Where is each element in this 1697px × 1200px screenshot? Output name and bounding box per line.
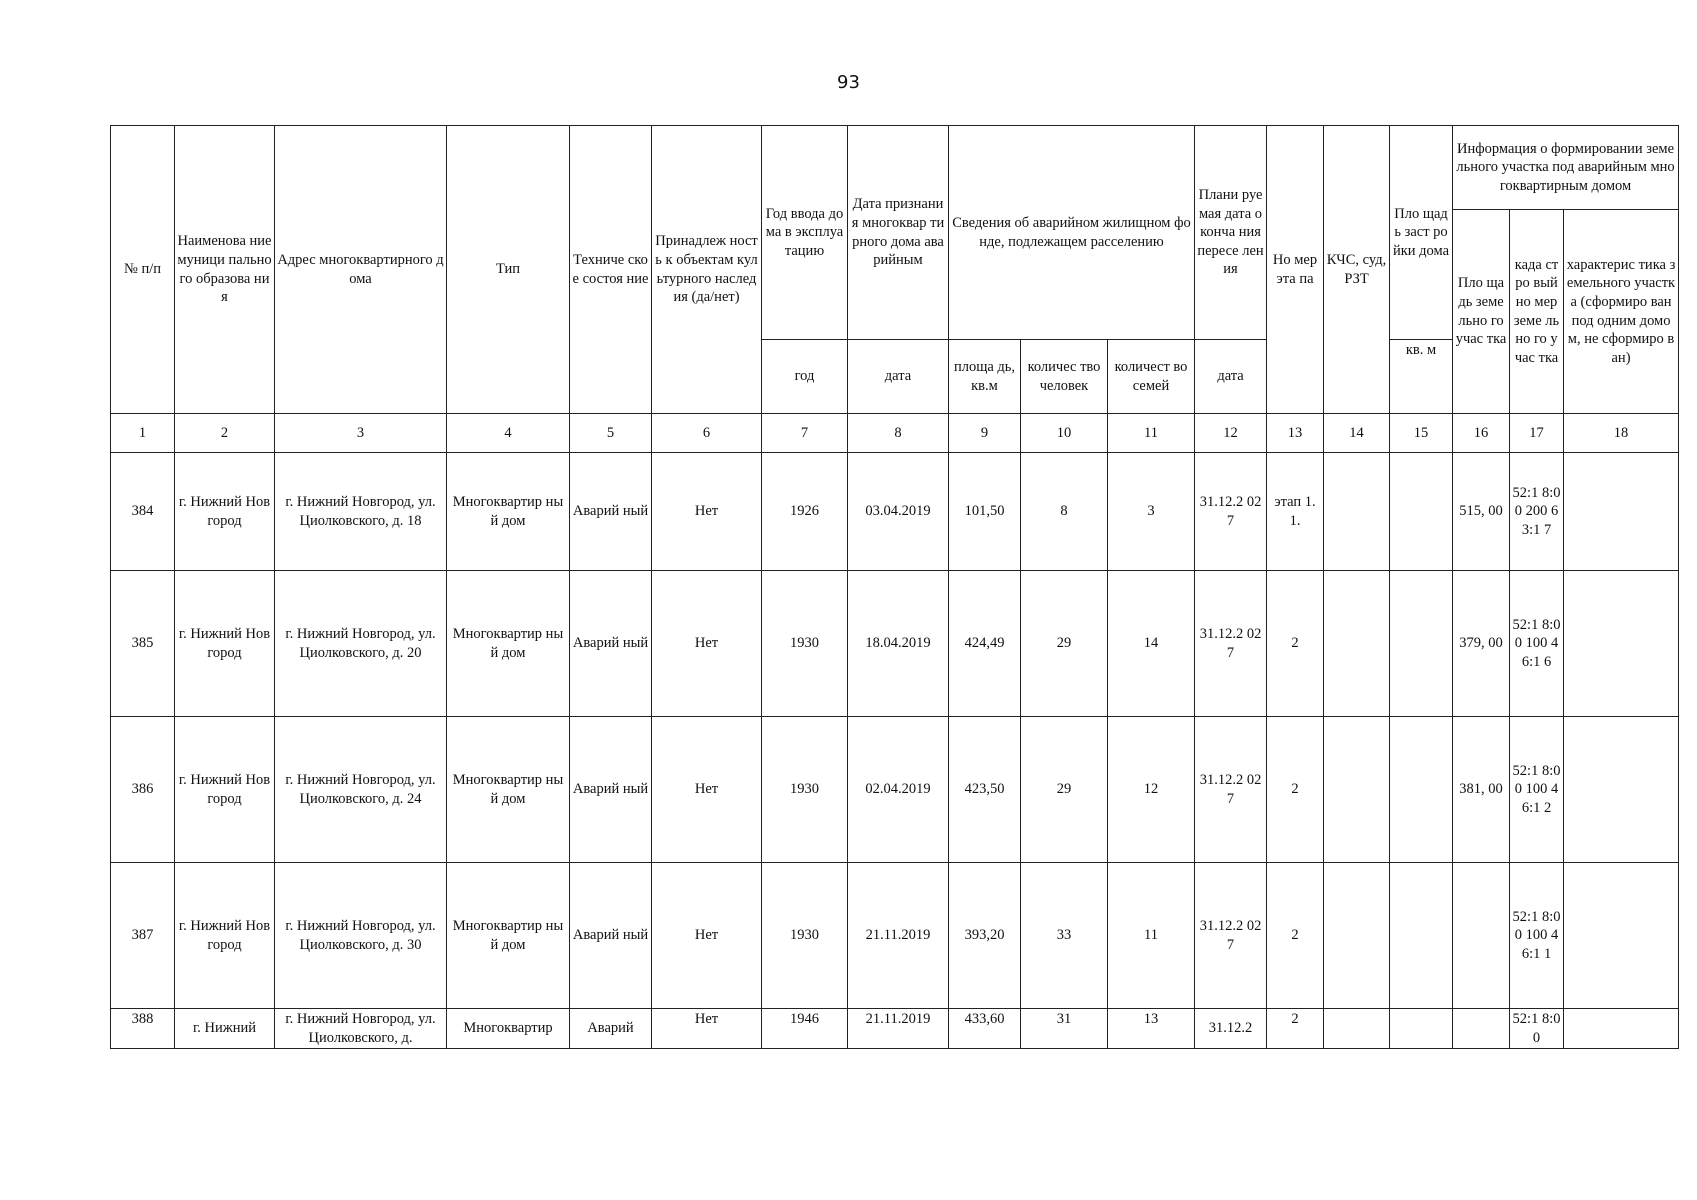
cell-year: 1926 [762,453,848,571]
cell-tech-state: Аварий [570,1009,652,1049]
table-row [111,571,1679,717]
cell-kchs [1324,863,1390,1009]
cell-date: 18.04.2019 [848,571,949,717]
column-number: 3 [275,414,447,453]
column-number: 11 [1108,414,1195,453]
header-land-plot-info: Информация о формировании земельного участка под аварийным многоквартирным домом [1453,126,1679,210]
header-resettlement-end: Плани руемая дата оконча ния пересе ления [1195,126,1267,340]
cell-area: 423,50 [949,717,1021,863]
cell-tech-state: Аварий ный [570,453,652,571]
cell-address: г. Нижний Новгород, ул. Циолковского, д. 30 [275,863,447,1009]
cell-people: 8 [1021,453,1108,571]
cell-people: 33 [1021,863,1108,1009]
cell-year: 1930 [762,863,848,1009]
header-type: Тип [447,126,570,414]
cell-build-area [1390,453,1453,571]
cell-land-area [1453,863,1510,1009]
table-header [111,126,1679,453]
column-number: 9 [949,414,1021,453]
cell-stage: 2 [1267,571,1324,717]
cell-land-char [1564,1009,1679,1049]
column-number: 8 [848,414,949,453]
cell-address: г. Нижний Новгород, ул. Циолковского, д. [275,1009,447,1049]
cell-land-char [1564,863,1679,1009]
cell-type: Многоквартир ный дом [447,571,570,717]
cell-end-date: 31.12.2 027 [1195,717,1267,863]
cell-cadastral: 52:1 8:00 100 46:1 1 [1510,863,1564,1009]
cell-kchs [1324,453,1390,571]
cell-build-area [1390,863,1453,1009]
cell-municipality: г. Нижний [175,1009,275,1049]
cell-number: 388 [111,1009,175,1049]
cell-stage: 2 [1267,863,1324,1009]
header-kchs: КЧС, суд, РЗТ [1324,126,1390,414]
column-number: 6 [652,414,762,453]
cell-municipality: г. Нижний Новгород [175,453,275,571]
cell-land-area: 381, 00 [1453,717,1510,863]
column-number: 12 [1195,414,1267,453]
cell-cadastral: 52:1 8:00 100 46:1 6 [1510,571,1564,717]
cell-address: г. Нижний Новгород, ул. Циолковского, д. 20 [275,571,447,717]
cell-people: 31 [1021,1009,1108,1049]
cell-year: 1930 [762,571,848,717]
column-number: 5 [570,414,652,453]
cell-number: 384 [111,453,175,571]
cell-cadastral: 52:1 8:00 200 63:1 7 [1510,453,1564,571]
header-cadastral-number: када стро вый но мер земе льно го учас тка [1510,210,1564,414]
cell-cadastral: 52:1 8:00 [1510,1009,1564,1049]
cell-type: Многоквартир ный дом [447,863,570,1009]
column-number: 18 [1564,414,1679,453]
column-number: 15 [1390,414,1453,453]
cell-stage: 2 [1267,1009,1324,1049]
cell-area: 101,50 [949,453,1021,571]
cell-families: 14 [1108,571,1195,717]
cell-number: 386 [111,717,175,863]
cell-build-area [1390,571,1453,717]
column-number: 2 [175,414,275,453]
cell-build-area [1390,1009,1453,1049]
cell-kchs [1324,1009,1390,1049]
cell-cadastral: 52:1 8:00 100 46:1 2 [1510,717,1564,863]
cell-type: Многоквартир ный дом [447,717,570,863]
subheader-build-area-unit: кв. м [1390,340,1453,414]
column-number: 7 [762,414,848,453]
cell-kchs [1324,571,1390,717]
table-row [111,453,1679,571]
cell-date: 03.04.2019 [848,453,949,571]
header-land-area: Пло щадь земе льно го учас тка [1453,210,1510,414]
cell-tech-state: Аварий ный [570,863,652,1009]
cell-land-char [1564,453,1679,571]
column-number: 16 [1453,414,1510,453]
page-number: 93 [837,72,860,93]
cell-area: 424,49 [949,571,1021,717]
header-land-characteristic: характерис тика земельного участка (сформиро ван под одним домом, не сформиро ван) [1564,210,1679,414]
cell-type: Многоквартир [447,1009,570,1049]
cell-tech-state: Аварий ный [570,717,652,863]
table-row [111,1009,1679,1049]
cell-stage: этап 1.1. [1267,453,1324,571]
cell-address: г. Нижний Новгород, ул. Циолковского, д. 18 [275,453,447,571]
cell-families: 3 [1108,453,1195,571]
header-number: № п/п [111,126,175,414]
cell-heritage: Нет [652,863,762,1009]
cell-end-date: 31.12.2 027 [1195,453,1267,571]
subheader-families: количест во семей [1108,340,1195,414]
column-number: 17 [1510,414,1564,453]
column-number: 13 [1267,414,1324,453]
header-municipality: Наименова ние муници пального образова ния [175,126,275,414]
subheader-date: дата [848,340,949,414]
cell-families: 12 [1108,717,1195,863]
cell-people: 29 [1021,717,1108,863]
cell-area: 393,20 [949,863,1021,1009]
cell-date: 21.11.2019 [848,1009,949,1049]
cell-type: Многоквартир ный дом [447,453,570,571]
cell-heritage: Нет [652,717,762,863]
cell-address: г. Нижний Новгород, ул. Циолковского, д. 24 [275,717,447,863]
cell-heritage: Нет [652,1009,762,1049]
cell-year: 1946 [762,1009,848,1049]
cell-end-date: 31.12.2 027 [1195,863,1267,1009]
subheader-area: площа дь, кв.м [949,340,1021,414]
column-number: 10 [1021,414,1108,453]
column-number-row [111,414,1679,453]
cell-families: 11 [1108,863,1195,1009]
cell-land-char [1564,571,1679,717]
header-address: Адрес многоквартирного дома [275,126,447,414]
cell-land-area: 515, 00 [1453,453,1510,571]
column-number: 4 [447,414,570,453]
cell-municipality: г. Нижний Новгород [175,571,275,717]
subheader-people: количес тво человек [1021,340,1108,414]
cell-municipality: г. Нижний Новгород [175,717,275,863]
table-body [111,453,1679,1049]
subheader-end-date: дата [1195,340,1267,414]
cell-build-area [1390,717,1453,863]
table-row [111,717,1679,863]
cell-municipality: г. Нижний Новгород [175,863,275,1009]
cell-tech-state: Аварий ный [570,571,652,717]
cell-land-area: 379, 00 [1453,571,1510,717]
cell-land-area [1453,1009,1510,1049]
cell-families: 13 [1108,1009,1195,1049]
cell-end-date: 31.12.2 [1195,1009,1267,1049]
table-row [111,863,1679,1009]
header-stage-number: Но мер эта па [1267,126,1324,414]
cell-area: 433,60 [949,1009,1021,1049]
cell-kchs [1324,717,1390,863]
header-heritage: Принадлеж ность к объектам культурного наследия (да/нет) [652,126,762,414]
header-commission-year: Год ввода дома в эксплуа тацию [762,126,848,340]
cell-people: 29 [1021,571,1108,717]
header-housing-info: Сведения об аварийном жилищном фонде, подлежащем расселению [949,126,1195,340]
cell-heritage: Нет [652,571,762,717]
header-build-area: Пло щадь заст ройки дома [1390,126,1453,340]
header-tech-state: Техниче ское состоя ние [570,126,652,414]
cell-date: 02.04.2019 [848,717,949,863]
emergency-housing-table [110,125,1679,1049]
column-number: 1 [111,414,175,453]
cell-end-date: 31.12.2 027 [1195,571,1267,717]
cell-number: 385 [111,571,175,717]
cell-date: 21.11.2019 [848,863,949,1009]
subheader-year: год [762,340,848,414]
cell-heritage: Нет [652,453,762,571]
header-recognition-date: Дата признания многоквар тирного дома аварийным [848,126,949,340]
column-number: 14 [1324,414,1390,453]
cell-number: 387 [111,863,175,1009]
cell-year: 1930 [762,717,848,863]
cell-land-char [1564,717,1679,863]
cell-stage: 2 [1267,717,1324,863]
